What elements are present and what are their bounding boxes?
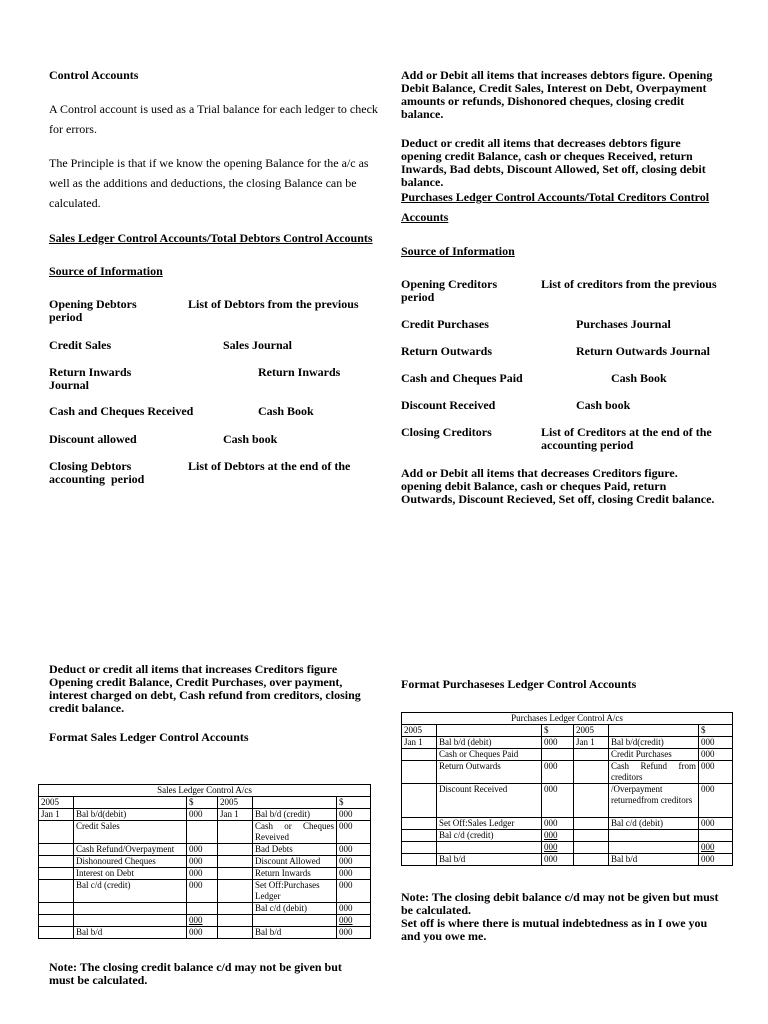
table-row: Credit Sales Cash or Cheques Reveived 000 bbox=[39, 821, 371, 844]
table-row: Set Off:Sales Ledger 000 Bal c/d (debit) 000 bbox=[402, 818, 733, 830]
sales-ledger-title: Sales Ledger Control A/cs bbox=[39, 785, 371, 797]
table-row: Bal b/d 000 Bal b/d 000 bbox=[402, 854, 733, 866]
format-purchases-heading: Format Purchaseses Ledger Control Accounts bbox=[401, 677, 637, 691]
format-sales-heading: Format Sales Ledger Control Accounts bbox=[49, 730, 249, 744]
table-row: Return Outwards 000 Cash Refund from creditors 000 bbox=[402, 761, 733, 784]
sales-ledger-heading: Sales Ledger Control Accounts/Total Debtors Control Accounts bbox=[49, 231, 373, 245]
set-off-note: Set off is where there is mutual indebtedness as in I owe you and you owe me. bbox=[401, 916, 708, 943]
table-row: 000 000 bbox=[39, 915, 371, 927]
table-row: Jan 1 Bal b/d (debit) 000 Jan 1 Bal b/d(credit) 000 bbox=[402, 737, 733, 749]
table-row: Bal b/d 000 Bal b/d 000 bbox=[39, 927, 371, 939]
intro-paragraph: A Control account is used as a Trial balance for each ledger to check for errors. bbox=[49, 102, 378, 136]
table-row: Discount Received 000 /Overpayment returnedfrom creditors 000 bbox=[402, 784, 733, 818]
closing-credit-note: Note: The closing credit balance c/d may not be given but must be calculated. bbox=[49, 960, 342, 987]
table-row: Interest on Debt 000 Return Inwards 000 bbox=[39, 868, 371, 880]
source-heading-right: Source of Information bbox=[401, 244, 515, 258]
purchases-ledger-title: Purchases Ledger Control A/cs bbox=[402, 713, 733, 725]
add-creditors-note: Add or Debit all items that decreases Creditors figure. opening debit Balance, cash or cheques Paid, return Outwards, Discount Recieved, Set off, closing Credit balance. bbox=[401, 466, 715, 506]
deduct-debtors-note: Deduct or credit all items that decreases debtors figure opening credit Balance, cash or cheques Received, return Inwards, Bad debts, Discount Allowed, Set off, closing debit balance. bbox=[401, 136, 706, 189]
table-row: Bal c/d (credit) 000 bbox=[402, 830, 733, 842]
purchases-ledger-heading: Purchases Ledger Control Accounts/Total Creditors Control Accounts bbox=[401, 190, 710, 224]
principle-paragraph: The Principle is that if we know the opening Balance for the a/c as well as the additions and deductions, the closing Balance can be calculated. bbox=[49, 156, 369, 210]
table-row: Dishonoured Cheques 000 Discount Allowed 000 bbox=[39, 856, 371, 868]
add-debtors-note: Add or Debit all items that increases debtors figure. Opening Debit Balance, Credit Sales, Interest on Debt, Overpayment amounts or refunds, Dishonored cheques, closing credit balance. bbox=[401, 68, 713, 121]
deduct-creditors-note: Deduct or credit all items that increases Creditors figure Opening credit Balance, Credit Purchases, over payment, interest charged on debt, Cash refund from creditors, closing credit balance. bbox=[49, 662, 361, 715]
table-row: Bal c/d (debit) 000 bbox=[39, 903, 371, 915]
purchases-ledger-table bbox=[401, 712, 733, 866]
table-row: Cash or Cheques Paid Credit Purchases 000 bbox=[402, 749, 733, 761]
table-row: 2005 $ 2005 $ bbox=[39, 797, 371, 809]
table-row: Jan 1 Bal b/d(debit) 000 Jan 1 Bal b/d (credit) 000 bbox=[39, 809, 371, 821]
source-heading: Source of Information bbox=[49, 264, 163, 278]
closing-debit-note: Note: The closing debit balance c/d may not be given but must be calculated. bbox=[401, 890, 719, 917]
page-heading: Control Accounts bbox=[49, 68, 139, 82]
table-row: Bal c/d (credit) 000 Set Off:Purchases Ledger 000 bbox=[39, 880, 371, 903]
table-row: 000 000 bbox=[402, 842, 733, 854]
table-row: 2005 $ 2005 $ bbox=[402, 725, 733, 737]
sales-ledger-table bbox=[38, 784, 371, 939]
table-row: Cash Refund/Overpayment 000 Bad Debts 000 bbox=[39, 844, 371, 856]
